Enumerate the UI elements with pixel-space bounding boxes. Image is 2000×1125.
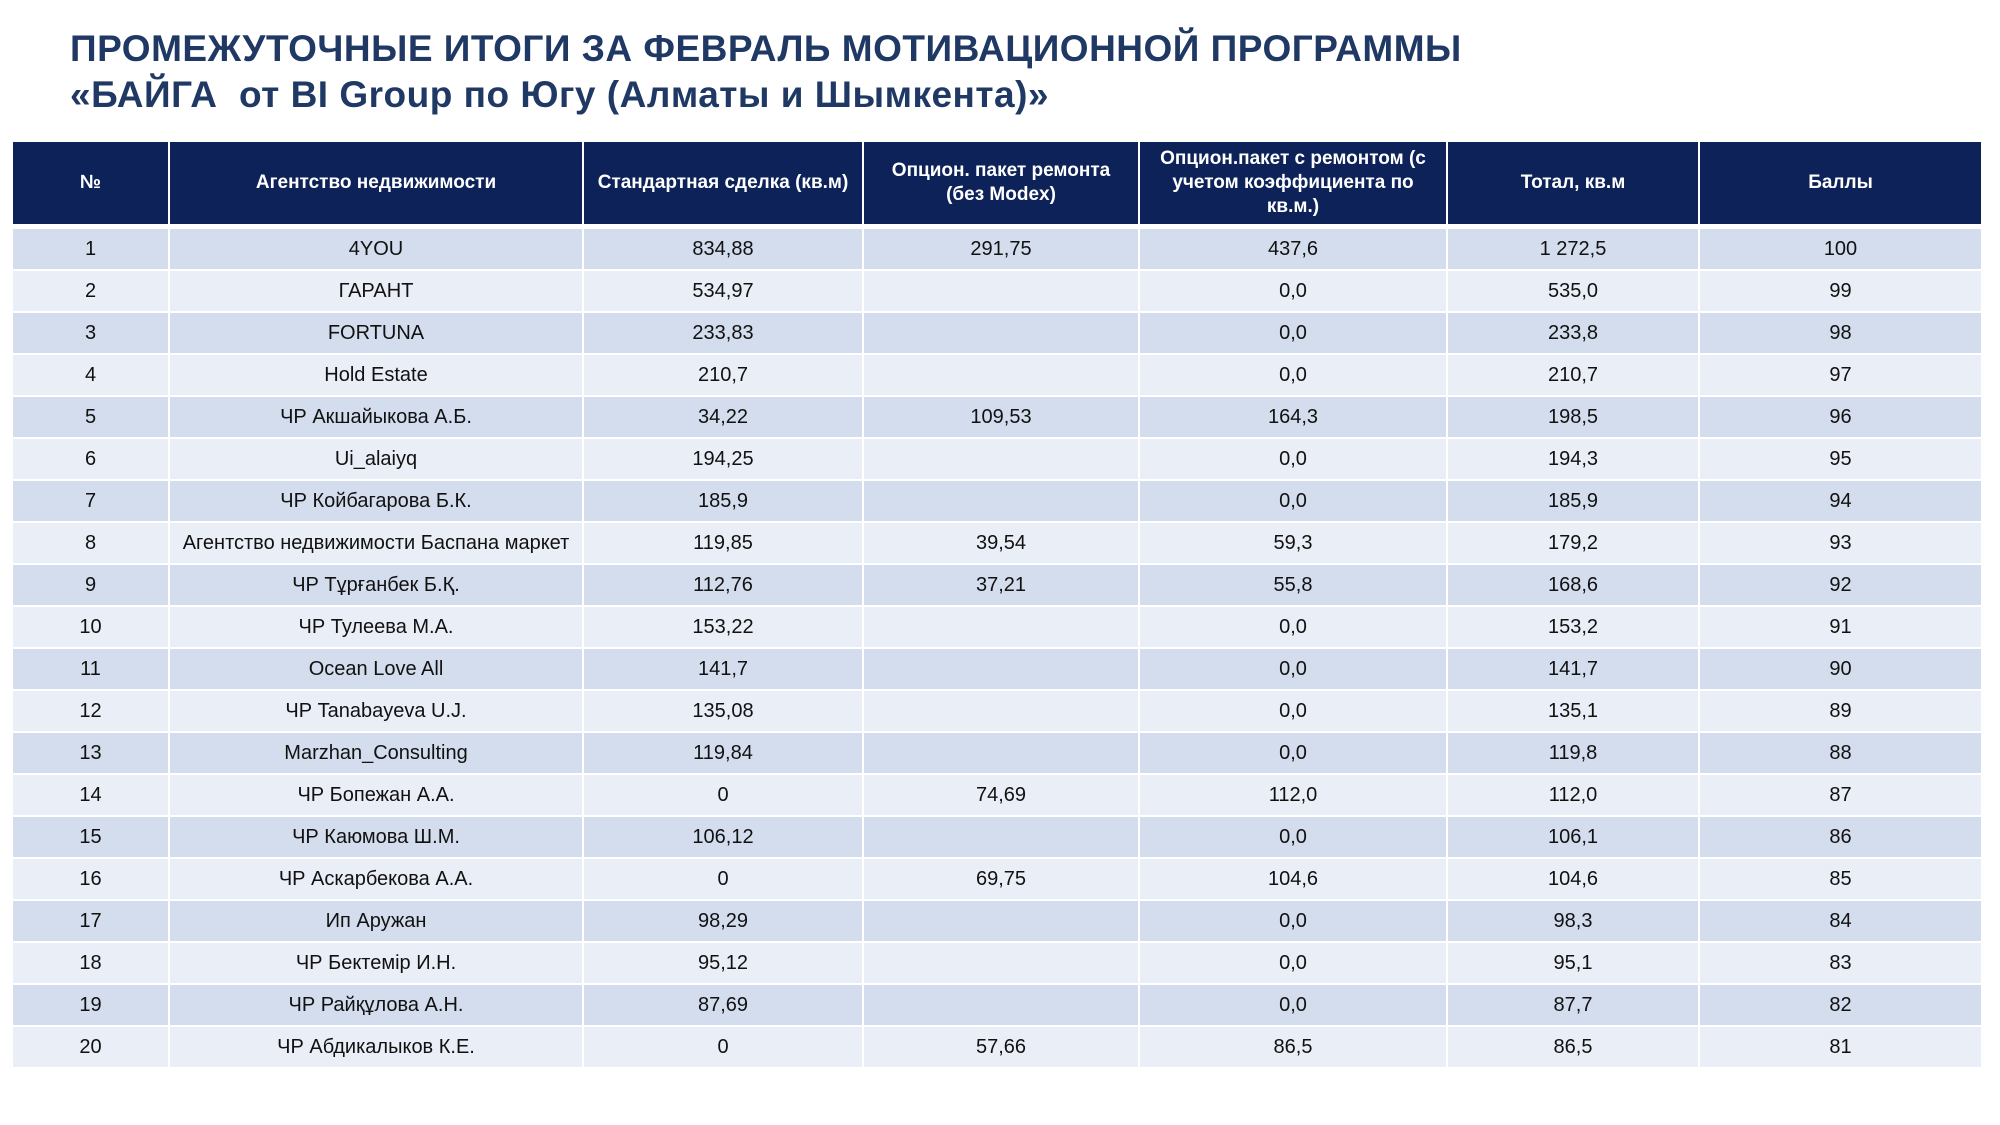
cell-option-no-modex: 57,66 — [864, 1027, 1140, 1067]
cell-standard: 119,85 — [584, 523, 864, 563]
cell-total: 112,0 — [1448, 775, 1700, 815]
column-header-num: № — [13, 142, 170, 224]
column-header-points: Баллы — [1700, 142, 1981, 224]
cell-standard: 135,08 — [584, 691, 864, 731]
cell-points: 88 — [1700, 733, 1981, 773]
cell-num: 1 — [13, 229, 170, 269]
cell-points: 86 — [1700, 817, 1981, 857]
cell-standard: 98,29 — [584, 901, 864, 941]
cell-num: 14 — [13, 775, 170, 815]
cell-total: 179,2 — [1448, 523, 1700, 563]
table-row — [13, 313, 1981, 353]
cell-option-with-repair: 0,0 — [1140, 691, 1448, 731]
cell-agency: ЧР Бопежан А.А. — [170, 775, 584, 815]
cell-num: 16 — [13, 859, 170, 899]
cell-agency: Ocean Love All — [170, 649, 584, 689]
cell-option-no-modex — [864, 817, 1140, 857]
cell-agency: Ui_alaiyq — [170, 439, 584, 479]
cell-points: 94 — [1700, 481, 1981, 521]
cell-option-with-repair: 0,0 — [1140, 901, 1448, 941]
cell-num: 18 — [13, 943, 170, 983]
cell-option-no-modex — [864, 733, 1140, 773]
cell-num: 2 — [13, 271, 170, 311]
cell-standard: 534,97 — [584, 271, 864, 311]
cell-total: 86,5 — [1448, 1027, 1700, 1067]
cell-option-with-repair: 59,3 — [1140, 523, 1448, 563]
table-row — [13, 691, 1981, 731]
cell-points: 95 — [1700, 439, 1981, 479]
cell-num: 6 — [13, 439, 170, 479]
cell-agency: ЧР Акшайыкова А.Б. — [170, 397, 584, 437]
cell-standard: 95,12 — [584, 943, 864, 983]
cell-num: 9 — [13, 565, 170, 605]
table-row — [13, 649, 1981, 689]
cell-points: 100 — [1700, 229, 1981, 269]
cell-option-no-modex — [864, 691, 1140, 731]
cell-agency: ЧР Каюмова Ш.М. — [170, 817, 584, 857]
cell-points: 84 — [1700, 901, 1981, 941]
cell-option-no-modex — [864, 313, 1140, 353]
table-row — [13, 733, 1981, 773]
cell-agency: Ип Аружан — [170, 901, 584, 941]
cell-option-with-repair: 0,0 — [1140, 355, 1448, 395]
cell-standard: 210,7 — [584, 355, 864, 395]
cell-standard: 0 — [584, 1027, 864, 1067]
cell-standard: 233,83 — [584, 313, 864, 353]
cell-agency: ЧР Tanabayeva U.J. — [170, 691, 584, 731]
cell-agency: Hold Estate — [170, 355, 584, 395]
cell-standard: 194,25 — [584, 439, 864, 479]
table-row — [13, 607, 1981, 647]
cell-option-no-modex — [864, 985, 1140, 1025]
table-row — [13, 229, 1981, 269]
cell-option-no-modex — [864, 943, 1140, 983]
cell-total: 535,0 — [1448, 271, 1700, 311]
cell-num: 7 — [13, 481, 170, 521]
cell-option-no-modex — [864, 607, 1140, 647]
cell-option-with-repair: 0,0 — [1140, 943, 1448, 983]
cell-standard: 153,22 — [584, 607, 864, 647]
column-header-standard: Стандартная сделка (кв.м) — [584, 142, 864, 224]
cell-agency: ЧР Тұрғанбек Б.Қ. — [170, 565, 584, 605]
cell-num: 15 — [13, 817, 170, 857]
cell-points: 96 — [1700, 397, 1981, 437]
cell-points: 89 — [1700, 691, 1981, 731]
table-row — [13, 985, 1981, 1025]
cell-points: 91 — [1700, 607, 1981, 647]
cell-agency: ЧР Райқұлова А.Н. — [170, 985, 584, 1025]
cell-agency: FORTUNA — [170, 313, 584, 353]
cell-num: 19 — [13, 985, 170, 1025]
cell-option-no-modex — [864, 901, 1140, 941]
table-row — [13, 943, 1981, 983]
cell-agency: ЧР Абдикалыков К.Е. — [170, 1027, 584, 1067]
cell-total: 141,7 — [1448, 649, 1700, 689]
cell-option-no-modex — [864, 355, 1140, 395]
cell-option-no-modex: 69,75 — [864, 859, 1140, 899]
cell-points: 97 — [1700, 355, 1981, 395]
table-row — [13, 565, 1981, 605]
cell-points: 98 — [1700, 313, 1981, 353]
cell-num: 17 — [13, 901, 170, 941]
cell-total: 119,8 — [1448, 733, 1700, 773]
cell-option-no-modex: 74,69 — [864, 775, 1140, 815]
cell-total: 168,6 — [1448, 565, 1700, 605]
cell-num: 5 — [13, 397, 170, 437]
cell-option-no-modex — [864, 481, 1140, 521]
cell-standard: 112,76 — [584, 565, 864, 605]
slide-title-line1: ПРОМЕЖУТОЧНЫЕ ИТОГИ ЗА ФЕВРАЛЬ МОТИВАЦИОННОЙ ПРОГРАММЫ — [70, 28, 1462, 69]
cell-points: 93 — [1700, 523, 1981, 563]
cell-num: 10 — [13, 607, 170, 647]
cell-total: 98,3 — [1448, 901, 1700, 941]
cell-option-no-modex — [864, 649, 1140, 689]
cell-option-no-modex: 109,53 — [864, 397, 1140, 437]
cell-total: 95,1 — [1448, 943, 1700, 983]
table-body — [13, 229, 1981, 1067]
cell-option-with-repair: 0,0 — [1140, 439, 1448, 479]
cell-option-no-modex — [864, 439, 1140, 479]
cell-num: 3 — [13, 313, 170, 353]
cell-total: 185,9 — [1448, 481, 1700, 521]
cell-num: 20 — [13, 1027, 170, 1067]
cell-total: 194,3 — [1448, 439, 1700, 479]
table-header-row — [13, 142, 1981, 224]
cell-agency: ЧР Тулеева М.А. — [170, 607, 584, 647]
cell-points: 82 — [1700, 985, 1981, 1025]
cell-option-with-repair: 0,0 — [1140, 313, 1448, 353]
cell-option-with-repair: 164,3 — [1140, 397, 1448, 437]
cell-option-with-repair: 0,0 — [1140, 733, 1448, 773]
column-header-agency: Агентство недвижимости — [170, 142, 584, 224]
cell-standard: 185,9 — [584, 481, 864, 521]
cell-total: 1 272,5 — [1448, 229, 1700, 269]
cell-option-with-repair: 0,0 — [1140, 985, 1448, 1025]
cell-agency: ЧР Койбагарова Б.К. — [170, 481, 584, 521]
cell-total: 198,5 — [1448, 397, 1700, 437]
cell-option-with-repair: 86,5 — [1140, 1027, 1448, 1067]
table-row — [13, 397, 1981, 437]
cell-option-with-repair: 0,0 — [1140, 607, 1448, 647]
cell-option-with-repair: 0,0 — [1140, 649, 1448, 689]
cell-agency: Marzhan_Consulting — [170, 733, 584, 773]
cell-standard: 834,88 — [584, 229, 864, 269]
cell-total: 210,7 — [1448, 355, 1700, 395]
cell-agency: ЧР Бектемір И.Н. — [170, 943, 584, 983]
cell-total: 153,2 — [1448, 607, 1700, 647]
cell-points: 99 — [1700, 271, 1981, 311]
table-row — [13, 1027, 1981, 1067]
cell-standard: 87,69 — [584, 985, 864, 1025]
cell-option-with-repair: 55,8 — [1140, 565, 1448, 605]
cell-agency: 4YOU — [170, 229, 584, 269]
cell-points: 87 — [1700, 775, 1981, 815]
cell-agency: ГАРАНТ — [170, 271, 584, 311]
table-row — [13, 775, 1981, 815]
cell-total: 87,7 — [1448, 985, 1700, 1025]
cell-standard: 0 — [584, 859, 864, 899]
cell-total: 106,1 — [1448, 817, 1700, 857]
cell-option-no-modex — [864, 271, 1140, 311]
cell-standard: 34,22 — [584, 397, 864, 437]
cell-option-no-modex: 291,75 — [864, 229, 1140, 269]
cell-option-with-repair: 112,0 — [1140, 775, 1448, 815]
cell-option-with-repair: 104,6 — [1140, 859, 1448, 899]
cell-option-with-repair: 437,6 — [1140, 229, 1448, 269]
cell-num: 11 — [13, 649, 170, 689]
table-row — [13, 439, 1981, 479]
cell-points: 83 — [1700, 943, 1981, 983]
table-row — [13, 271, 1981, 311]
table-row — [13, 481, 1981, 521]
column-header-option-with-repair: Опцион.пакет с ремонтом (с учетом коэффициента по кв.м.) — [1140, 142, 1448, 224]
cell-total: 233,8 — [1448, 313, 1700, 353]
cell-standard: 141,7 — [584, 649, 864, 689]
table-row — [13, 817, 1981, 857]
slide-title — [70, 26, 1462, 118]
cell-points: 90 — [1700, 649, 1981, 689]
cell-num: 4 — [13, 355, 170, 395]
cell-agency: ЧР Аскарбекова А.А. — [170, 859, 584, 899]
cell-standard: 119,84 — [584, 733, 864, 773]
table-row — [13, 901, 1981, 941]
table-row — [13, 523, 1981, 563]
cell-agency: Агентство недвижимости Баспана маркет — [170, 523, 584, 563]
cell-points: 85 — [1700, 859, 1981, 899]
cell-option-with-repair: 0,0 — [1140, 817, 1448, 857]
cell-num: 13 — [13, 733, 170, 773]
slide-title-line2: «БАЙГА от BI Group по Югу (Алматы и Шымкента)» — [70, 74, 1049, 115]
table-row — [13, 859, 1981, 899]
cell-option-no-modex: 39,54 — [864, 523, 1140, 563]
column-header-option-no-modex: Опцион. пакет ремонта (без Modex) — [864, 142, 1140, 224]
cell-standard: 106,12 — [584, 817, 864, 857]
results-table — [13, 142, 1981, 1069]
cell-total: 104,6 — [1448, 859, 1700, 899]
cell-total: 135,1 — [1448, 691, 1700, 731]
cell-standard: 0 — [584, 775, 864, 815]
cell-num: 12 — [13, 691, 170, 731]
cell-option-with-repair: 0,0 — [1140, 481, 1448, 521]
table-row — [13, 355, 1981, 395]
column-header-total: Тотал, кв.м — [1448, 142, 1700, 224]
cell-points: 92 — [1700, 565, 1981, 605]
cell-option-with-repair: 0,0 — [1140, 271, 1448, 311]
cell-points: 81 — [1700, 1027, 1981, 1067]
cell-option-no-modex: 37,21 — [864, 565, 1140, 605]
cell-num: 8 — [13, 523, 170, 563]
